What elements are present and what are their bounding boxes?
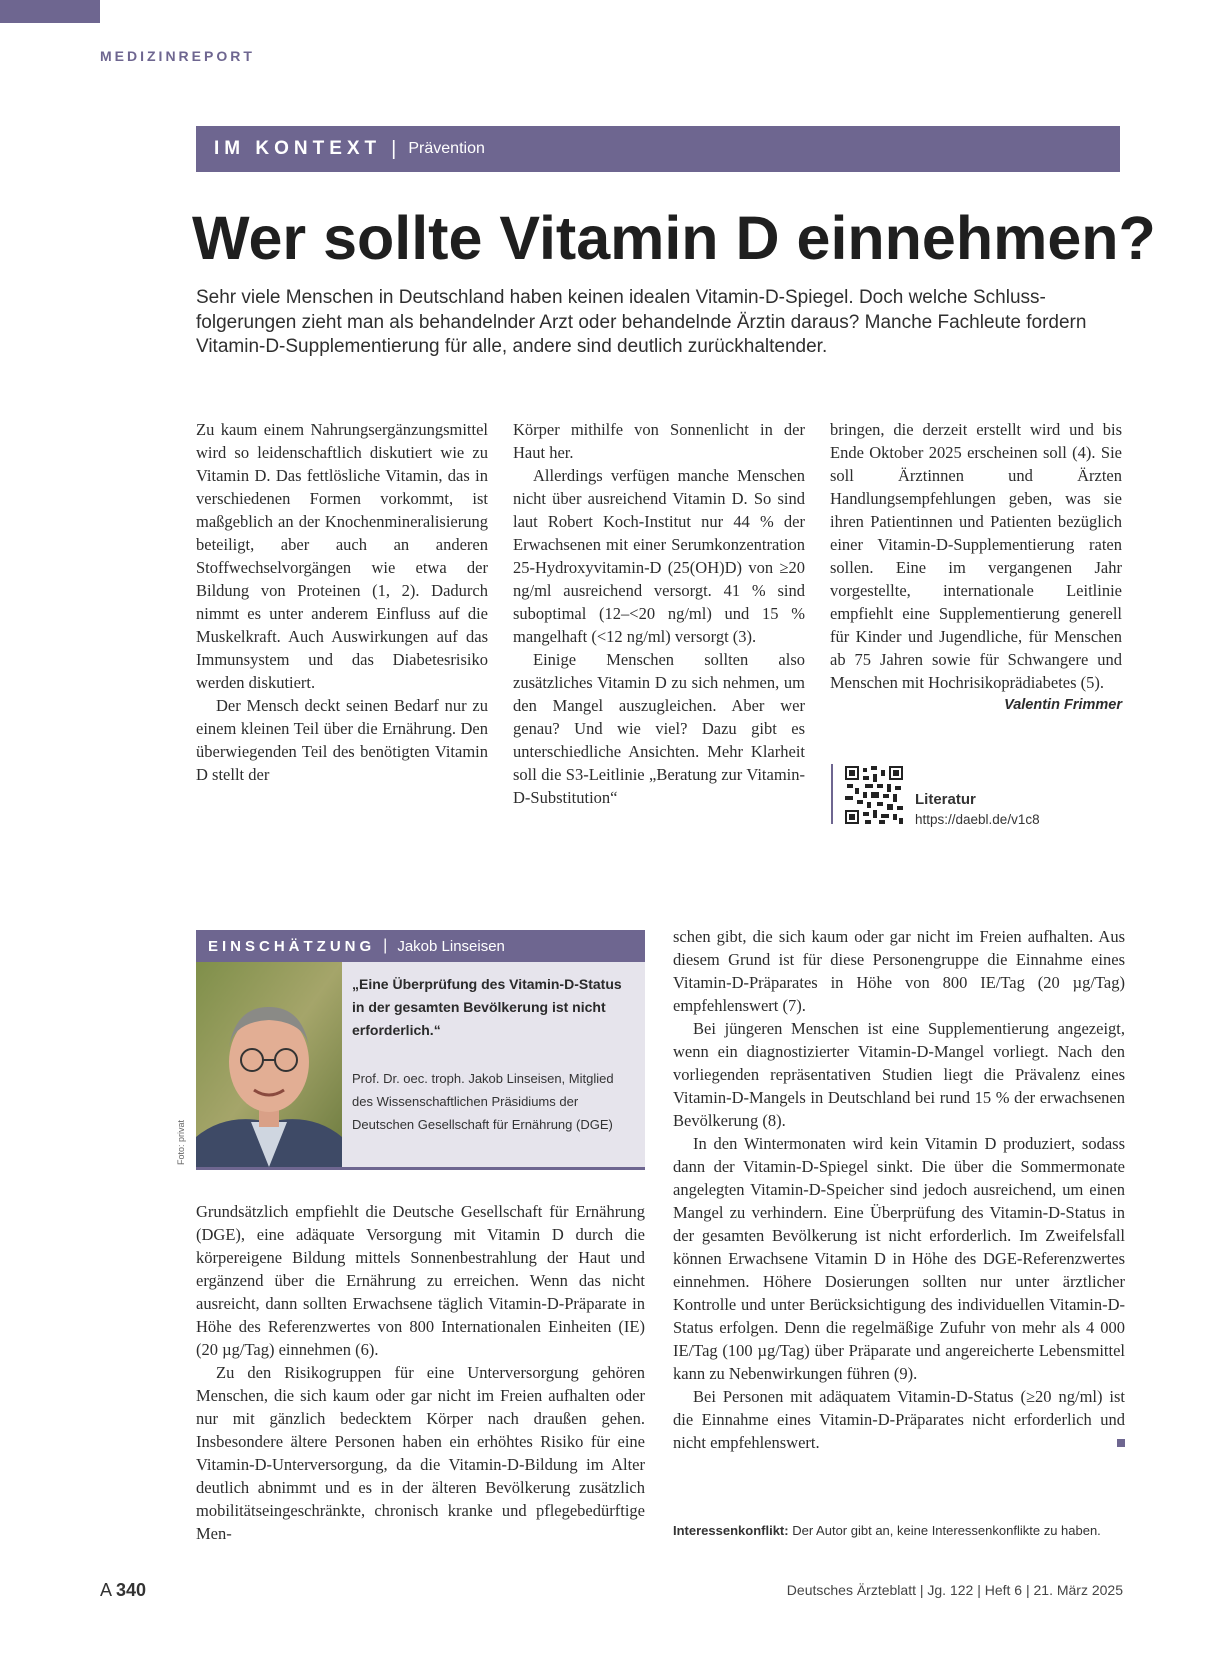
paragraph: Allerdings verfügen manche Menschen nicht über ausreichend Vitamin D. So sind laut Robert Koch-Institut nur 44 % der Erwachsenen mit einer Serumkonzentration 25-Hydroxyvitamin-D (25(OH)D) von ≥20 ng/ml ausreichend versorgt. 41 % sind suboptimal (12–<20 ng/ml) und 15 % mangelhaft (<12 ng/ml) versorgt (3). xyxy=(513,466,805,646)
page-prefix: A xyxy=(100,1580,112,1600)
photo-credit: Foto: privat xyxy=(176,1119,186,1165)
paragraph: In den Wintermonaten wird kein Vitamin D produziert, sodass dann der Vitamin-D-Spiegel sinkt. Die über die Sommermonate angelegten Vitamin-D-Speicher sind jedoch ausreichend, um einen Mangel zu verhindern. Eine Überprüfung des Vitamin-D-Status in der gesamten Bevölkerung ist nicht erforderlich. Im Zweifelsfall können Erwachsene Vitamin D in Höhe des DGE-Referenzwertes einnehmen. Höhere Dosierungen sollten nur unter ärztlicher Kontrolle und unter Berücksichtigung des individuellen Vitamin-D-Status erfolgen. Denn die regelmäßige Zufuhr von mehr als 4 000 IE/Tag (100 µg/Tag) über Präparate und angereicherte Lebensmittel kann zu Nebenwirkungen führen (9). xyxy=(673,1134,1125,1383)
article-column-2 xyxy=(513,418,805,809)
paragraph: schen gibt, die sich kaum oder gar nicht im Freien aufhalten. Aus diesem Grund ist für diese Personengruppe die Einnahme eines Vitamin-D-Präparates in Höhe von 800 IE/Tag (20 µg/Tag) empfehlenswert (7). xyxy=(673,927,1125,1015)
lead-paragraph: Sehr viele Menschen in Deutschland haben keinen idealen Vitamin-D-Spiegel. Doch welche Schlussfolgerungen zieht man als behandelnder Arzt oder behandelnde Ärztin daraus? Manche Fachleute fordern Vitamin-D-Supplementierung für alle, andere sind deutlich zurückhaltender. xyxy=(196,287,1087,357)
paragraph: Einige Menschen sollten also zusätzliches Vitamin D zu sich nehmen, um den Mangel auszugleichen. Aber wer genau? Und wie viel? Dazu gibt es unterschiedliche Ansichten. Mehr Klarheit soll die S3-Leitlinie „Beratung zur Vitamin-D-Substitution“ xyxy=(513,650,805,807)
headline: Wer sollte Vitamin D einnehmen? xyxy=(192,204,1156,272)
page-number-value: 340 xyxy=(116,1580,147,1600)
paragraph: Bei jüngeren Menschen ist eine Supplementierung angezeigt, wenn ein diagnostizierter Vitamin-D-Mangel vorliegt. Nach den vorliegenden repräsentativen Studien liegt die Prävalenz eines Vitamin-D-Mangels in Deutschland bei rund 15 % der erwachsenen Bevölkerung (8). xyxy=(673,1019,1125,1130)
portrait-photo xyxy=(196,962,342,1167)
paragraph: Zu den Risikogruppen für eine Unterversorgung gehören Menschen, die sich kaum oder gar nicht im Freien aufhalten oder nur mit gänzlich bedecktem Körper nach draußen gehen. Insbesondere ältere Personen haben ein erhöhtes Risiko für eine Vitamin-D-Unterversorgung, da die Vitamin-D-Bildung im Alter deutlich abnimmt und es in der älteren Bevölkerung zusätzlich mobilitätseingeschränkte, chronisch kranke und pflegebedürftige Men- xyxy=(196,1363,645,1543)
context-separator: | xyxy=(391,137,397,160)
page-number xyxy=(100,1580,146,1601)
footer-citation: Deutsches Ärzteblatt | Jg. 122 | Heft 6 | 21. März 2025 xyxy=(786,1582,1123,1598)
assessment-column-2 xyxy=(673,925,1125,1454)
paragraph: Der Mensch deckt seinen Bedarf nur zu einem kleinen Teil über die Ernährung. Den überwiegenden Teil des benötigten Vitamin D stellt der xyxy=(196,696,488,784)
context-subtitle: Prävention xyxy=(408,140,485,157)
paragraph: Körper mithilfe von Sonnenlicht in der Haut her. xyxy=(513,420,805,462)
assessment-title: EINSCHÄTZUNG xyxy=(208,937,376,955)
conflict-label: Interessenkonflikt: xyxy=(673,1523,789,1538)
context-title: IM KONTEXT xyxy=(214,138,382,159)
literature-rule xyxy=(831,764,833,824)
qr-code-icon[interactable] xyxy=(845,766,903,824)
assessment-column-1 xyxy=(196,1200,645,1545)
paragraph: Bei Personen mit adäquatem Vitamin-D-Status (≥20 ng/ml) ist die Einnahme eines Vitamin-D-Präparates nicht erforderlich und nicht empfehlenswert. xyxy=(673,1387,1125,1452)
conflict-text: Der Autor gibt an, keine Interessenkonflikte zu haben. xyxy=(792,1523,1101,1538)
paragraph: bringen, die derzeit erstellt wird und bis Ende Oktober 2025 erscheinen soll (4). Sie soll Ärztinnen und Ärzten Handlungsempfehlungen geben, was sie ihren Patientinnen und Patienten bezüglich einer Vitamin-D-Supplementierung raten sollen. Eine im vergangenen Jahr vorgestellte, internationale Leitlinie empfiehlt eine Supplementierung generell für Kinder und Jugendliche, für Menschen ab 75 Jahren sowie für Schwangere und Menschen mit Hochrisikoprädiabetes (5). xyxy=(830,420,1122,692)
assessment-name: Jakob Linseisen xyxy=(397,937,505,955)
assessment-header xyxy=(196,930,645,962)
article-column-1 xyxy=(196,418,488,786)
literature-link[interactable]: https://daebl.de/v1c8 xyxy=(915,812,1040,827)
context-bar xyxy=(196,126,1120,172)
corner-tab xyxy=(0,0,100,23)
assessment-quote: „Eine Überprüfung des Vitamin-D-Status in der gesamten Bevölkerung ist nicht erforderlich.“ xyxy=(352,976,622,1038)
end-mark-icon xyxy=(1117,1439,1125,1447)
literature-label: Literatur xyxy=(915,791,976,808)
article-column-3 xyxy=(830,418,1122,717)
assessment-separator: | xyxy=(383,937,388,954)
paragraph: Grundsätzlich empfiehlt die Deutsche Gesellschaft für Ernährung (DGE), eine adäquate Versorgung mit Vitamin D durch die körpereigene Bildung mittels Sonnenbestrahlung der Haut und ergänzend über die Ernährung zu erreichen. Wenn das nicht ausreicht, dann sollten Erwachsene täglich Vitamin-D-Präparate in Höhe des Referenzwertes von 800 Internationalen Einheiten (IE) (20 µg/Tag) einnehmen (6). xyxy=(196,1202,645,1359)
conflict-of-interest xyxy=(673,1523,1101,1538)
author-name: Valentin Frimmer xyxy=(1004,697,1122,713)
assessment-bio: Prof. Dr. oec. troph. Jakob Linseisen, Mitglied des Wissenschaftlichen Präsidiums der Deutschen Gesellschaft für Ernährung (DGE) xyxy=(352,1071,614,1132)
paragraph: Zu kaum einem Nahrungsergänzungsmittel wird so leidenschaftlich diskutiert wie zu Vitamin D. Das fettlösliche Vitamin, das in verschiedenen Formen vorkommt, ist maßgeblich an der Knochenmineralisierung beteiligt, aber auch an anderen Stoffwechselvorgängen wie etwa der Bildung von Proteinen (1, 2). Dadurch nimmt es unter anderem Einfluss auf die Muskelkraft. Auch Auswirkungen auf das Immunsystem und das Diabetesrisiko werden diskutiert. xyxy=(196,420,488,692)
section-label: MEDIZINREPORT xyxy=(100,48,255,64)
